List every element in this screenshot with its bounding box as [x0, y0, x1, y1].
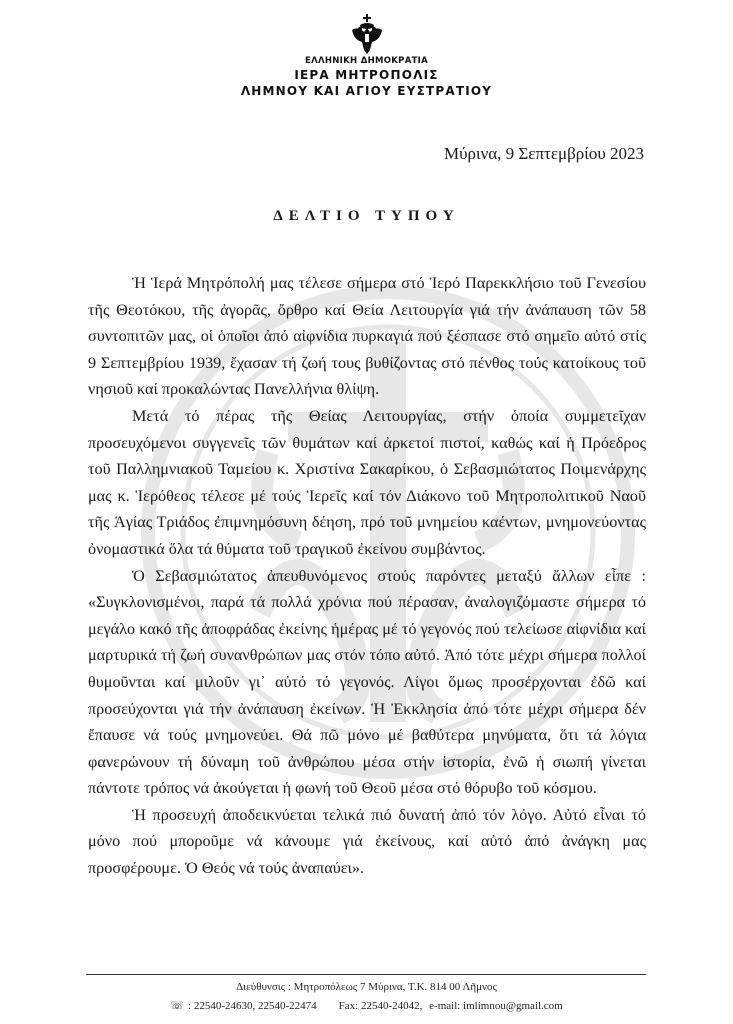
footer-divider — [86, 974, 646, 975]
paragraph: Ἡ Ἱερά Μητρόπολή μας τέλεσε σήμερα στό Ἱερό Παρεκκλήσιο τοῦ Γενεσίου τῆς Θεοτόκου, τῆς ἀγορᾶς, ὄρθρο καί Θεία Λειτουργία γιά τήν ἀνάπαυση τῶν 58 συντοπιτῶν μας, οἱ ὁποῖοι ἀπό αἰφνίδια πυρκαγιά πού ξέσπασε στό σημεῖο αὐτό στίς 9 Σεπτεμβρίου 1939, ἔχασαν τή ζωή τους βυθίζοντας στό πένθος τούς κατοίκους τοῦ νησιοῦ καί προκαλώντας Πανελλήνια θλίψη. — [88, 274, 646, 399]
letterhead-state: ΕΛΛΗΝΙΚΗ ΔΗΜΟΚΡΑΤΙΑ — [304, 56, 429, 66]
footer-phones: : 22540-24630, 22540-22474 — [188, 1000, 317, 1012]
paragraph: Ὁ Σεβασμιώτατος ἀπευθυνόμενος στούς παρόντες μεταξύ ἄλλων εἶπε : «Συγκλονισμένοι, παρά τά πολλά χρόνια πού πέρασαν, ἀναλογιζόμαστε σήμερα τό μεγάλο κακό τῆς ἀποφράδας ἐκείνης ἡμέρας μέ τό γεγονός πού τελείωσε αἰφνίδια καί μαρτυρικά τή ζωή συνανθρώπων μας στόν τόπο αὐτό. Ἀπό τότε μέχρι σήμερα πολλοί θυμοῦνται καί μιλοῦν γι᾽ αὐτό τό γεγονός. Λίγοι ὅμως προσέρχονται ἐδῶ καί προσεύχονται γιά τήν ἀνάπαυση ἐκείνων. Ἡ Ἐκκλησία ἀπό τότε μέχρι σήμερα δέν ἔπαυσε νά τούς μνημονεύει. Θά πῶ μόνο μέ βαθύτερα μηνύματα, ὅτι τά λόγια φανερώνουν τή δύναμη τοῦ ἀνθρώπου μέσα στήν ἱστορία, ἐνῶ ἡ σιωπή γίνεται πάντοτε τρόπος νά ἀκούγεται ἡ φωνή τοῦ Θεοῦ μέσα στό θόρυβο τοῦ κόσμου. — [88, 566, 646, 798]
paragraph: Ἡ προσευχή ἀποδεικνύεται τελικά πιό δυνατή ἀπό τόν λόγο. Αὐτό εἶναι τό μόνο πού μποροῦμε νά κάνουμε γιά ἐκείνους, καί αὐτό ἀπό ἀνάγκη μας προσφέρουμε. Ὁ Θεός νά τούς ἀναπαύει». — [88, 805, 646, 878]
letterhead-diocese: ΛΗΜΝΟΥ ΚΑΙ ΑΓΙΟΥ ΕΥΣΤΡΑΤΙΟΥ — [240, 84, 493, 98]
document-body — [88, 270, 646, 882]
document-title: ΔΕΛΤΙΟ ΤΥΠΟΥ — [273, 208, 460, 224]
phone-icon: ☏ — [170, 1000, 185, 1012]
document-date: Μύρινα, 9 Σεπτεμβρίου 2023 — [443, 144, 644, 163]
letterhead-metropolis: ΙΕΡΑ ΜΗΤΡΟΠΟΛΙΣ — [294, 68, 439, 82]
footer-address: Διεύθυνσις : Μητροπόλεως 7 Μύρινα, Τ.Κ. 814 00 Λῆμνος — [236, 981, 497, 993]
paragraph: Μετά τό πέρας τῆς Θείας Λειτουργίας, στήν ὁποία συμμετεῖχαν προσευχόμενοι συγγενεῖς τῶν θυμάτων καί ἀρκετοί πιστοί, καθώς καί ἡ Πρόεδρος τοῦ Παλλημνιακοῦ Ταμείου κ. Χριστίνα Σακαρίκου, ὁ Σεβασμιώτατος Ποιμενάρχης μας κ. Ἱερόθεος τέλεσε μέ τούς Ἱερεῖς καί τόν Διάκονο τοῦ Μητροπολιτικοῦ Ναοῦ τῆς Ἁγίας Τριάδος ἐπιμνημόσυνη δέηση, πρό τοῦ μνημείου καέντων, μνημονεύοντας ὀνομαστικά ὅλα τά θύματα τοῦ τραγικοῦ ἐκείνου συμβάντος. — [88, 406, 646, 558]
footer-email[interactable]: e-mail: imlimnou@gmail.com — [429, 1000, 563, 1012]
footer-contact — [0, 999, 733, 1012]
double-headed-eagle-icon — [350, 14, 384, 56]
footer-fax: Fax: 22540-24042, — [338, 1000, 423, 1012]
